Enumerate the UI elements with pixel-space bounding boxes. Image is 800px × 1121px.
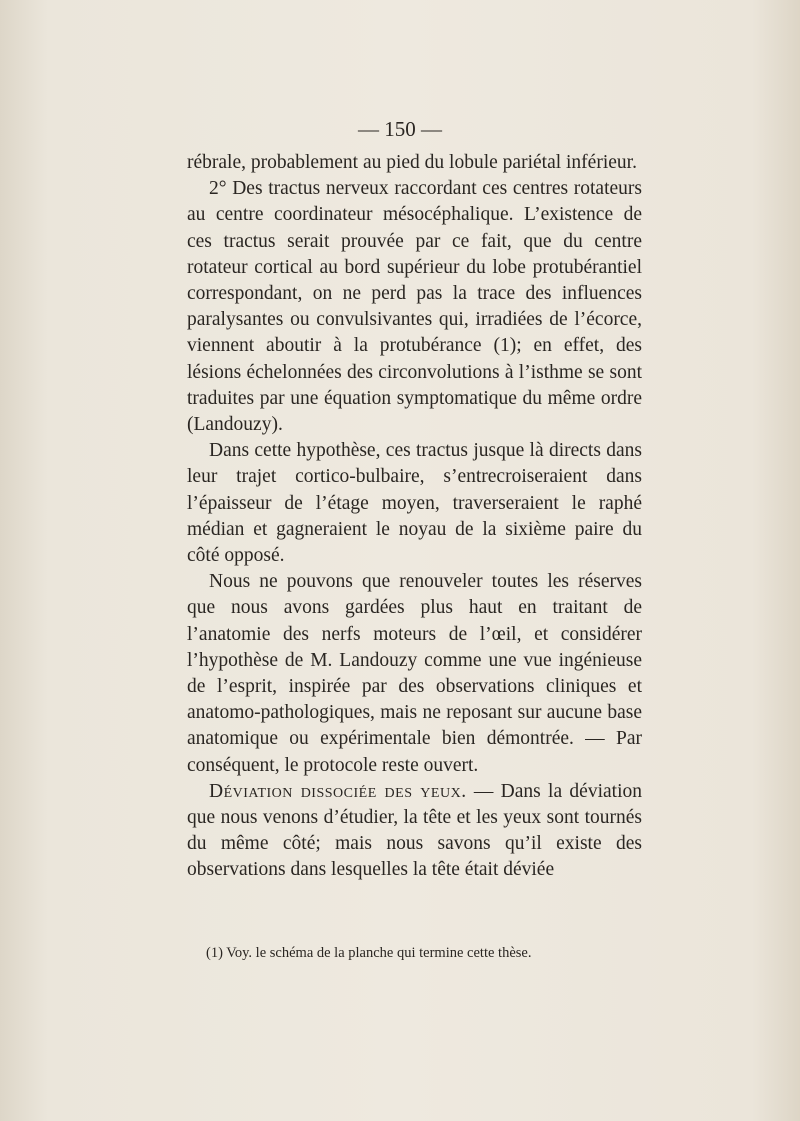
paragraph-5 [187,779,642,884]
paragraph-3: Dans cette hypothèse, ces tractus jusque là directs dans leur trajet cortico-bulbaire, s’entrecroiseraient dans l’épaisseur de l’étage moyen, traverseraient le raphé médian et gagneraient le noyau de la sixième paire du côté opposé. [187,440,642,567]
paragraph-1: rébrale, probablement au pied du lobule pariétal inférieur. [187,152,637,173]
paragraph-5-text: — Dans la déviation que nous venons d’étudier, la tête et les yeux sont tournés du même côté; mais nous savons qu’il existe des observations dans lesquelles la tête était déviée [187,780,642,881]
section-heading: Déviation dissociée des yeux. [209,780,467,802]
paragraph-4: Nous ne pouvons que renouveler toutes les réserves que nous avons gardées plus haut en traitant de l’anatomie des nerfs moteurs de l’œil, et considérer l’hypothèse de M. Landouzy comme une vue ingénieuse de l’esprit, inspirée par des observations cliniques et anatomo-pathologiques, mais ne reposant sur aucune base anatomique ou expérimentale bien démontrée. — Par conséquent, le protocole reste ouvert. [187,571,642,776]
body-text [187,150,642,884]
paragraph-2: 2° Des tractus nerveux raccordant ces centres rotateurs au centre coordinateur mésocéphalique. L’existence de ces tractus serait prouvée par ce fait, que du centre rotateur cortical au bord supérieur du lobe protubérantiel correspondant, on ne perd pas la trace des influences paralysantes ou convulsivantes qui, irradiées de l’écorce, viennent aboutir à la protubérance (1); en effet, des lésions échelonnées des circonvolutions à l’isthme se sont traduites par une équation symptomatique du même ordre (Landouzy). [187,178,642,436]
footnote: (1) Voy. le schéma de la planche qui termine cette thèse. [206,945,532,961]
page-number: — 150 — [358,117,442,141]
